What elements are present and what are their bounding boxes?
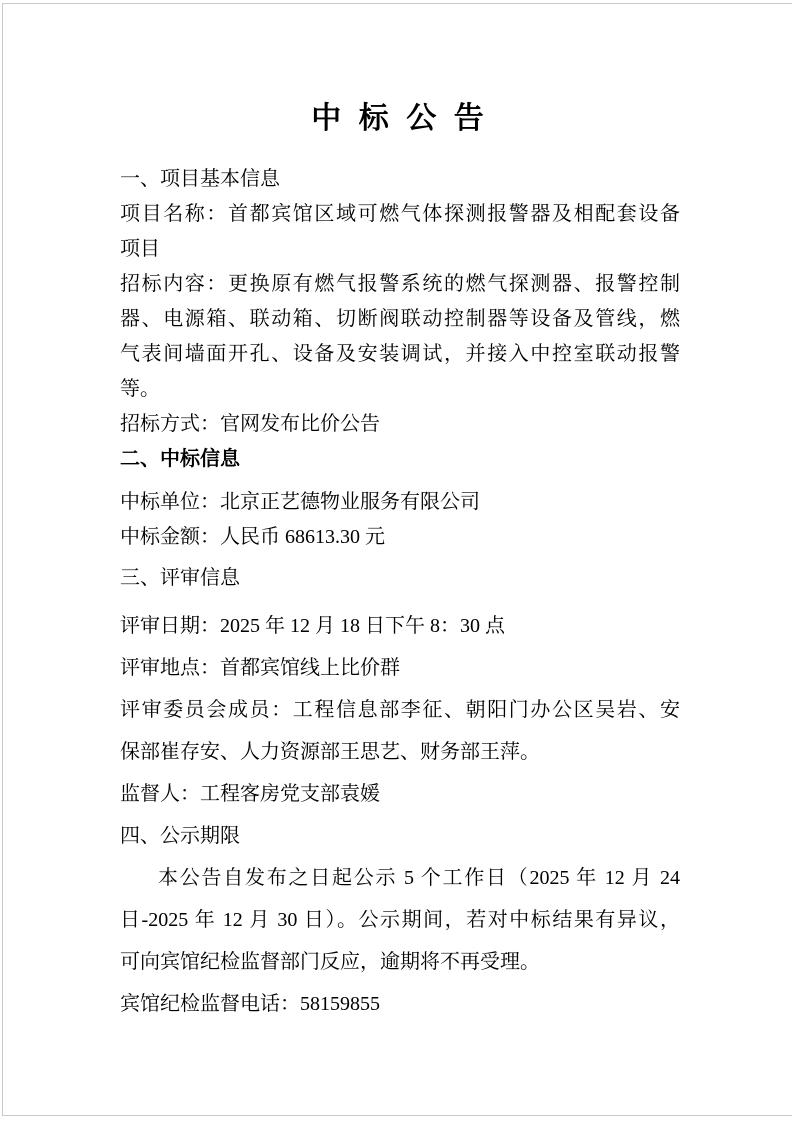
para-review-committee — [120, 689, 680, 773]
para-supervision-phone — [120, 983, 680, 1025]
para-publicity-period — [120, 857, 680, 983]
para-section-4-heading — [120, 815, 680, 857]
para-winning-bidder — [120, 485, 680, 520]
para-section-3-heading — [120, 561, 680, 596]
para-tender-content — [120, 267, 680, 407]
text-line: 招标内容：更换原有燃气报警系统的燃气探测器、报警控制 — [120, 273, 680, 295]
para-project-name — [120, 197, 680, 267]
para-winning-amount — [120, 520, 680, 555]
text-line: 评审委员会成员：工程信息部李征、朝阳门办公区吴岩、安 — [120, 699, 680, 721]
text-line: 招标方式：官网发布比价公告 — [120, 413, 380, 435]
para-tender-method — [120, 407, 680, 442]
text-line: 项目 — [120, 238, 160, 260]
text-line: 四、公示期限 — [120, 825, 240, 847]
text-line: 可向宾馆纪检监督部门反应，逾期将不再受理。 — [120, 951, 540, 973]
text-line: 等。 — [120, 378, 160, 400]
text-line: 宾馆纪检监督电话：58159855 — [120, 993, 380, 1015]
text-line: 一、项目基本信息 — [120, 168, 280, 190]
text-line: 中标单位：北京正艺德物业服务有限公司 — [120, 491, 480, 513]
text-line: 评审日期：2025 年 12 月 18 日下午 8：30 点 — [120, 615, 505, 637]
text-line: 评审地点：首都宾馆线上比价群 — [120, 657, 400, 679]
para-review-date — [120, 605, 680, 647]
para-section-1-heading — [120, 162, 680, 197]
text-line: 项目名称：首都宾馆区域可燃气体探测报警器及相配套设备 — [120, 203, 680, 225]
text-line: 二、中标信息 — [120, 448, 240, 470]
text-line: 本公告自发布之日起公示 5 个工作日（2025 年 12 月 24 — [158, 867, 680, 889]
para-section-2-heading — [120, 442, 680, 477]
para-supervisor — [120, 773, 680, 815]
text-line: 保部崔存安、人力资源部王思艺、财务部王萍。 — [120, 741, 540, 763]
text-line: 监督人：工程客房党支部袁媛 — [120, 783, 380, 805]
text-line: 日-2025 年 12 月 30 日）。公示期间，若对中标结果有异议， — [120, 909, 680, 931]
document-title: 中 标 公 告 — [311, 102, 489, 135]
text-line: 气表间墙面开孔、设备及安装调试，并接入中控室联动报警 — [120, 343, 680, 365]
document-body — [120, 96, 680, 1025]
para-review-location — [120, 647, 680, 689]
text-line: 器、电源箱、联动箱、切断阀联动控制器等设备及管线，燃 — [120, 308, 680, 330]
text-line: 中标金额：人民币 68613.30 元 — [120, 526, 385, 548]
text-line: 三、评审信息 — [120, 567, 240, 589]
